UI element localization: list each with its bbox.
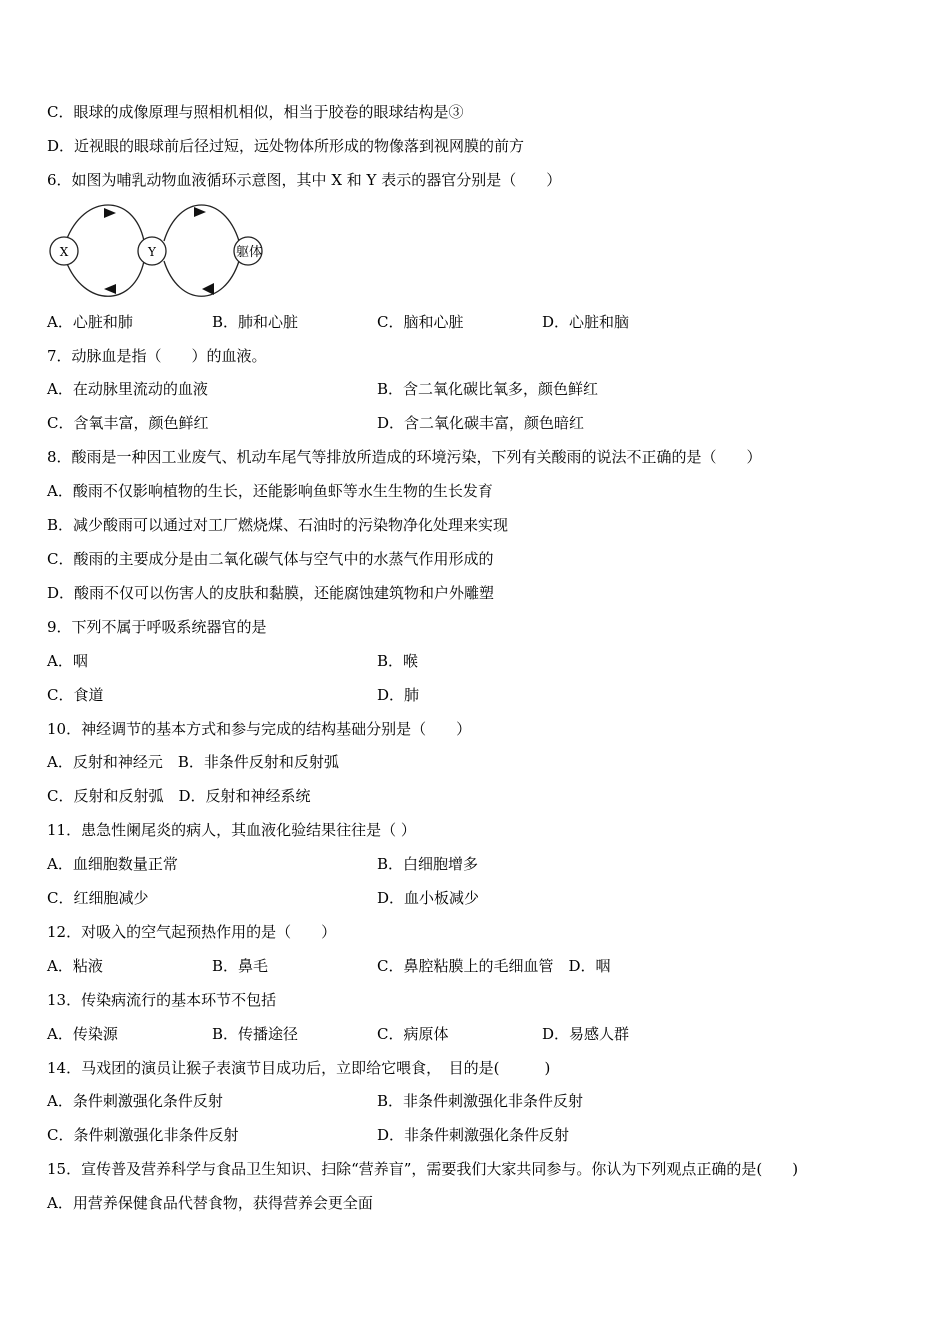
option: B．肺和心脏 — [212, 313, 299, 331]
option: B．传播途径 — [212, 1025, 299, 1043]
option: C．条件刺激强化非条件反射 — [47, 1126, 239, 1144]
option: D．非条件刺激强化条件反射 — [377, 1126, 570, 1144]
text-line: 14．马戏团的演员让猴子表演节目成功后，立即给它喂食， 目的是( ) — [47, 1059, 551, 1077]
text-line: 6．如图为哺乳动物血液循环示意图，其中 X 和 Y 表示的器官分别是（ ） — [47, 171, 562, 189]
text-line: D．酸雨不仅可以伤害人的皮肤和黏膜，还能腐蚀建筑物和户外雕塑 — [47, 584, 495, 602]
option: D．易感人群 — [542, 1025, 630, 1043]
option: A．粘液 — [47, 957, 103, 975]
arrow-icon — [104, 208, 116, 218]
option: C．鼻腔粘膜上的毛细血管 D．咽 — [377, 957, 611, 975]
arrow-icon — [104, 284, 116, 294]
option: D．含二氧化碳丰富，颜色暗红 — [377, 414, 585, 432]
option: C．含氧丰富，颜色鲜红 — [47, 414, 209, 432]
systemic-arc-bottom — [164, 261, 239, 296]
text-line: B．减少酸雨可以通过对工厂燃烧煤、石油时的污染物净化处理来实现 — [47, 516, 509, 534]
text-line: A．用营养保健食品代替食物，获得营养会更全面 — [47, 1194, 373, 1212]
text-line: 11．患急性阑尾炎的病人，其血液化验结果往往是（ ） — [47, 821, 416, 839]
body-label: 躯体 — [236, 245, 263, 260]
organ-x-label: X — [59, 245, 69, 259]
option: C．病原体 — [377, 1025, 449, 1043]
text-line: 12．对吸入的空气起预热作用的是（ ） — [47, 923, 337, 941]
blood-circulation-diagram — [44, 203, 274, 298]
option: A．在动脉里流动的血液 — [47, 380, 208, 398]
text-line: A．酸雨不仅影响植物的生长，还能影响鱼虾等水生生物的生长发育 — [47, 482, 493, 500]
option: B．白细胞增多 — [377, 855, 479, 873]
option: C．红细胞减少 — [47, 889, 149, 907]
text-line: 7．动脉血是指（ ）的血液。 — [47, 347, 267, 365]
text-line: A．反射和神经元 B．非条件反射和反射弧 — [47, 753, 339, 771]
option: A．传染源 — [47, 1025, 118, 1043]
option: D．肺 — [377, 686, 420, 704]
option: A．咽 — [47, 652, 88, 670]
option: B．非条件刺激强化非条件反射 — [377, 1092, 584, 1110]
option: B．鼻毛 — [212, 957, 269, 975]
text-line: C．反射和反射弧 D．反射和神经系统 — [47, 787, 311, 805]
option: A．血细胞数量正常 — [47, 855, 178, 873]
text-line: 13．传染病流行的基本环节不包括 — [47, 991, 277, 1009]
text-line: 15．宣传普及营养科学与食品卫生知识、扫除“营养盲”，需要我们大家共同参与。你认为下列观点正确的是( ) — [47, 1160, 799, 1178]
option: B．喉 — [377, 652, 419, 670]
option: D．心脏和脑 — [542, 313, 630, 331]
arrow-icon — [194, 207, 206, 217]
option: C．脑和心脏 — [377, 313, 464, 331]
text-line: 10．神经调节的基本方式和参与完成的结构基础分别是（ ） — [47, 720, 472, 738]
text-line: 8．酸雨是一种因工业废气、机动车尾气等排放所造成的环境污染，下列有关酸雨的说法不正确的是（ ） — [47, 448, 762, 466]
option: B．含二氧化碳比氧多，颜色鲜红 — [377, 380, 599, 398]
option: A．条件刺激强化条件反射 — [47, 1092, 223, 1110]
arrow-icon — [202, 283, 214, 295]
organ-y-label: Y — [148, 245, 156, 259]
option: A．心脏和肺 — [47, 313, 133, 331]
option: D．血小板减少 — [377, 889, 480, 907]
text-line: C．眼球的成像原理与照相机相似，相当于胶卷的眼球结构是③ — [47, 103, 464, 121]
text-line: D．近视眼的眼球前后径过短，远处物体所形成的物像落到视网膜的前方 — [47, 137, 525, 155]
option: C．食道 — [47, 686, 104, 704]
pulmonary-arc-bottom — [66, 261, 144, 296]
text-line: 9．下列不属于呼吸系统器官的是 — [47, 618, 267, 636]
text-line: C．酸雨的主要成分是由二氧化碳气体与空气中的水蒸气作用形成的 — [47, 550, 494, 568]
